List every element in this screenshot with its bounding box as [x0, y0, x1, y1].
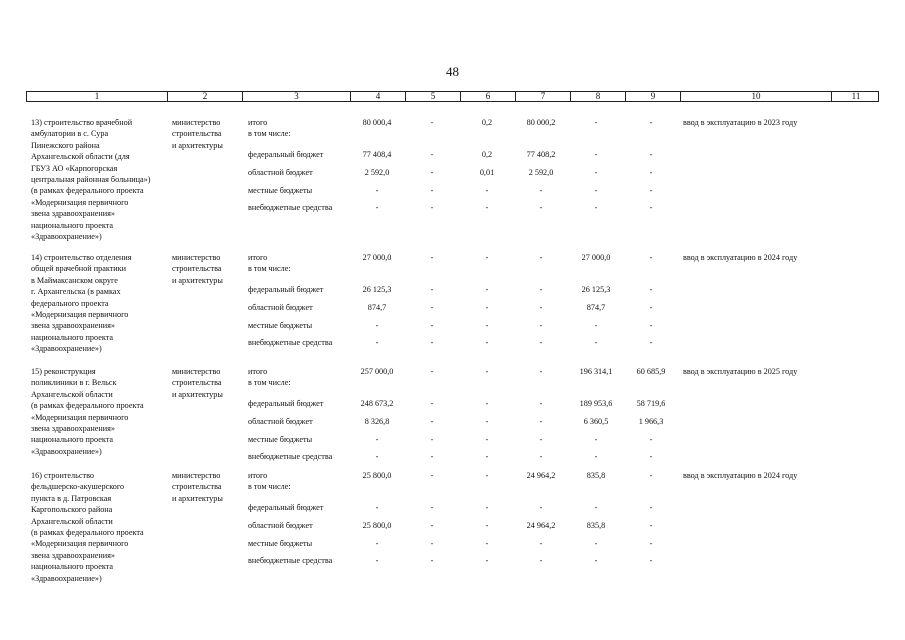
funding-value-cell: -	[594, 556, 598, 565]
funding-value-cell: 2 592,0	[364, 168, 390, 177]
funding-value-cell: -	[430, 321, 434, 330]
funding-value-cell: -	[649, 285, 653, 294]
funding-value-cell: -	[649, 203, 653, 212]
responsible-executor-line: и архитектуры	[172, 275, 223, 285]
object-name-line: фельдшерско-акушерского	[31, 482, 125, 492]
funding-source-label: в том числе:	[248, 378, 291, 387]
funding-source-label: в том числе:	[248, 264, 291, 273]
object-name-line: 15) реконструкция	[31, 367, 96, 376]
funding-value-cell: -	[539, 186, 543, 195]
funding-value-cell: -	[485, 521, 489, 530]
funding-value-cell: -	[485, 417, 489, 426]
funding-value-cell: 26 125,3	[581, 285, 611, 294]
funding-value-cell: -	[594, 452, 598, 461]
funding-value-cell: -	[649, 303, 653, 312]
funding-source-label: в том числе:	[248, 482, 291, 491]
funding-value-cell: -	[485, 539, 489, 548]
funding-value-cell: -	[485, 321, 489, 330]
funding-value-cell: -	[485, 399, 489, 408]
object-name-line: Архангельской области	[31, 389, 113, 399]
funding-source-label: внебюджетные средства	[248, 203, 333, 212]
object-name-line: в Маймаксанском округе	[31, 275, 118, 285]
object-name-line: 14) строительство отделения	[31, 253, 132, 262]
object-name-line: национального проекта	[31, 435, 114, 445]
funding-source-label: областной бюджет	[248, 168, 313, 177]
header-cell-6: 6	[461, 92, 516, 101]
funding-value-cell: -	[594, 321, 598, 330]
funding-value-cell: 80 000,2	[526, 118, 556, 127]
expected-result: ввод в эксплуатацию в 2023 году	[683, 118, 798, 127]
funding-value-cell: -	[375, 556, 379, 565]
object-name-line: национального проекта	[31, 332, 114, 342]
funding-value-cell: -	[485, 285, 489, 294]
funding-value-cell: 874,7	[586, 303, 606, 312]
object-name-line: «Здравоохранение»)	[31, 573, 102, 583]
funding-value-cell: 835,8	[586, 521, 606, 530]
funding-source-label: итого	[248, 118, 268, 127]
expected-result: ввод в эксплуатацию в 2025 году	[683, 367, 798, 376]
funding-value-cell: 60 685,9	[636, 367, 666, 376]
funding-value-cell: -	[485, 303, 489, 312]
funding-value-cell: 257 000,0	[360, 367, 394, 376]
funding-value-cell: 248 673,2	[360, 399, 394, 408]
funding-value-cell: -	[539, 435, 543, 444]
funding-value-cell: 0,01	[479, 168, 495, 177]
funding-value-cell: -	[539, 253, 543, 262]
funding-value-cell: -	[539, 321, 543, 330]
funding-value-cell: 58 719,6	[636, 399, 666, 408]
funding-source-label: областной бюджет	[248, 521, 313, 530]
responsible-executor-line: строительства	[172, 378, 222, 388]
object-name-line: Архангельской области (для	[31, 152, 130, 162]
funding-value-cell: 77 408,4	[362, 150, 392, 159]
funding-value-cell: 77 408,2	[526, 150, 556, 159]
funding-value-cell: -	[539, 367, 543, 376]
funding-value-cell: -	[430, 338, 434, 347]
funding-value-cell: 874,7	[367, 303, 387, 312]
page-number: 48	[446, 64, 459, 79]
object-name-line: звена здравоохранения»	[31, 321, 115, 331]
funding-value-cell: -	[539, 303, 543, 312]
object-name-line: «Модернизация первичного	[31, 539, 129, 549]
object-name-line: федерального проекта	[31, 298, 109, 308]
responsible-executor-line: министерство	[172, 118, 221, 127]
funding-value-cell: -	[649, 556, 653, 565]
funding-value-cell: -	[649, 150, 653, 159]
object-name-line: амбулатории в с. Сура	[31, 129, 109, 139]
funding-value-cell: -	[594, 338, 598, 347]
funding-value-cell: -	[649, 168, 653, 177]
funding-value-cell: -	[430, 503, 434, 512]
funding-value-cell: -	[649, 539, 653, 548]
funding-source-label: внебюджетные средства	[248, 452, 333, 461]
funding-value-cell: 0,2	[481, 150, 493, 159]
funding-value-cell: -	[430, 556, 434, 565]
funding-value-cell: -	[649, 471, 653, 480]
funding-value-cell: -	[430, 367, 434, 376]
funding-source-label: местные бюджеты	[248, 186, 313, 195]
funding-value-cell: -	[485, 435, 489, 444]
funding-value-cell: -	[430, 452, 434, 461]
object-name-line: (в рамках федерального проекта	[31, 401, 144, 411]
object-name-line: «Модернизация первичного	[31, 310, 129, 319]
funding-source-label: внебюджетные средства	[248, 556, 333, 565]
funding-value-cell: -	[375, 338, 379, 347]
object-name-line: «Здравоохранение»)	[31, 446, 102, 456]
funding-value-cell: -	[594, 503, 598, 512]
funding-value-cell: -	[430, 285, 434, 294]
expected-result: ввод в эксплуатацию в 2024 году	[683, 253, 798, 262]
object-name-line: общей врачебной практики	[31, 264, 127, 274]
funding-value-cell: -	[649, 186, 653, 195]
funding-value-cell: -	[649, 452, 653, 461]
funding-value-cell: -	[539, 556, 543, 565]
responsible-executor-line: и архитектуры	[172, 389, 223, 399]
funding-value-cell: -	[485, 338, 489, 347]
funding-value-cell: 0,2	[481, 118, 493, 127]
responsible-executor-line: строительства	[172, 264, 222, 274]
funding-value-cell: 26 125,3	[362, 285, 392, 294]
object-name-line: (в рамках федерального проекта	[31, 528, 144, 537]
funding-value-cell: -	[430, 150, 434, 159]
funding-value-cell: -	[594, 118, 598, 127]
funding-source-label: местные бюджеты	[248, 435, 313, 444]
funding-value-cell: -	[649, 521, 653, 530]
funding-value-cell: 24 964,2	[526, 521, 556, 530]
funding-value-cell: 24 964,2	[526, 471, 556, 480]
object-name-line: центральная районная больница»)	[31, 175, 151, 184]
header-cell-3: 3	[243, 92, 351, 101]
funding-value-cell: -	[375, 321, 379, 330]
funding-value-cell: -	[430, 186, 434, 195]
funding-value-cell: -	[594, 435, 598, 444]
funding-value-cell: -	[485, 203, 489, 212]
funding-source-label: областной бюджет	[248, 303, 313, 312]
header-cell-1: 1	[27, 92, 168, 101]
funding-value-cell: -	[430, 253, 434, 262]
object-name-line: «Здравоохранение»)	[31, 232, 102, 241]
funding-value-cell: 189 953,6	[579, 399, 613, 408]
header-cell-8: 8	[571, 92, 626, 101]
funding-source-label: внебюджетные средства	[248, 338, 333, 347]
table-header-row	[26, 91, 879, 102]
funding-value-cell: -	[430, 399, 434, 408]
funding-source-label: в том числе:	[248, 129, 291, 138]
funding-value-cell: 27 000,0	[581, 253, 611, 262]
funding-value-cell: 27 000,0	[362, 253, 392, 262]
funding-value-cell: -	[539, 417, 543, 426]
funding-value-cell: -	[649, 321, 653, 330]
funding-value-cell: -	[485, 186, 489, 195]
funding-value-cell: -	[485, 452, 489, 461]
object-name-line: Пинежского района	[31, 140, 100, 150]
funding-source-label: федеральный бюджет	[248, 285, 324, 294]
funding-value-cell: -	[594, 539, 598, 548]
object-name-line: Каргопольского района	[31, 505, 113, 515]
funding-value-cell: -	[430, 539, 434, 548]
responsible-executor-line: и архитектуры	[172, 493, 223, 503]
funding-value-cell: 2 592,0	[528, 168, 554, 177]
funding-value-cell: -	[430, 203, 434, 212]
funding-value-cell: -	[375, 539, 379, 548]
funding-value-cell: -	[485, 556, 489, 565]
funding-source-label: федеральный бюджет	[248, 399, 324, 408]
header-cell-2: 2	[168, 92, 243, 101]
funding-source-label: итого	[248, 367, 268, 376]
funding-value-cell: -	[485, 471, 489, 480]
funding-source-label: итого	[248, 253, 268, 262]
funding-value-cell: 1 966,3	[638, 417, 664, 426]
funding-value-cell: -	[539, 452, 543, 461]
responsible-executor-line: министерство	[172, 367, 221, 376]
funding-value-cell: -	[649, 435, 653, 444]
funding-source-label: местные бюджеты	[248, 321, 313, 330]
header-cell-11: 11	[851, 91, 861, 101]
responsible-executor-line: строительства	[172, 129, 222, 139]
funding-value-cell: -	[539, 503, 543, 512]
funding-value-cell: 6 360,5	[583, 417, 609, 426]
funding-value-cell: -	[594, 168, 598, 177]
object-name-line: национального проекта	[31, 220, 114, 230]
funding-value-cell: -	[539, 539, 543, 548]
funding-value-cell: -	[375, 186, 379, 195]
funding-value-cell: -	[594, 203, 598, 212]
funding-value-cell: -	[430, 417, 434, 426]
funding-value-cell: -	[594, 186, 598, 195]
funding-value-cell: -	[430, 303, 434, 312]
funding-value-cell: -	[649, 253, 653, 262]
funding-value-cell: 80 000,4	[362, 118, 392, 127]
object-name-line: национального проекта	[31, 562, 114, 572]
object-name-line: звена здравоохранения»	[31, 209, 115, 219]
funding-value-cell: -	[375, 503, 379, 512]
funding-value-cell: 835,8	[586, 471, 606, 480]
funding-source-label: итого	[248, 471, 268, 480]
funding-value-cell: -	[375, 203, 379, 212]
object-name-line: (в рамках федерального проекта	[31, 186, 144, 196]
object-name-line: «Здравоохранение»)	[31, 344, 102, 354]
funding-value-cell: -	[430, 471, 434, 480]
funding-value-cell: -	[375, 435, 379, 444]
funding-value-cell: -	[430, 521, 434, 530]
funding-value-cell: -	[649, 118, 653, 127]
responsible-executor-line: и архитектуры	[172, 140, 223, 150]
responsible-executor-line: министерство	[172, 471, 221, 480]
funding-source-label: областной бюджет	[248, 417, 313, 426]
funding-value-cell: -	[649, 338, 653, 347]
responsible-executor-line: строительства	[172, 482, 222, 492]
responsible-executor-line: министерство	[172, 253, 221, 262]
funding-source-label: местные бюджеты	[248, 539, 313, 548]
funding-value-cell: -	[485, 253, 489, 262]
object-name-line: звена здравоохранения»	[31, 550, 115, 560]
header-cell-10: 10	[681, 92, 832, 101]
funding-value-cell: -	[375, 452, 379, 461]
object-name-line: 16) строительство	[31, 471, 94, 480]
object-name-line: поликлиники в г. Вельск	[31, 378, 117, 388]
header-cell-5: 5	[406, 92, 461, 101]
object-name-line: звена здравоохранения»	[31, 424, 115, 433]
funding-value-cell: 8 326,8	[364, 417, 390, 426]
funding-value-cell: -	[539, 203, 543, 212]
funding-value-cell: -	[539, 285, 543, 294]
funding-value-cell: 25 800,0	[362, 471, 392, 480]
funding-value-cell: -	[539, 338, 543, 347]
funding-value-cell: 196 314,1	[579, 367, 613, 376]
header-cell-7: 7	[516, 92, 571, 101]
funding-value-cell: -	[485, 367, 489, 376]
object-name-line: 13) строительство врачебной	[31, 118, 133, 127]
funding-value-cell: -	[430, 168, 434, 177]
funding-value-cell: 25 800,0	[362, 521, 392, 530]
funding-source-label: федеральный бюджет	[248, 150, 324, 159]
object-name-line: пункта в д. Патровская	[31, 493, 112, 503]
funding-value-cell: -	[649, 503, 653, 512]
object-name-line: Архангельской области	[31, 516, 113, 526]
header-cell-4: 4	[351, 92, 406, 101]
object-name-line: г. Архангельска (в рамках	[31, 287, 121, 297]
funding-value-cell: -	[485, 503, 489, 512]
object-name-line: ГБУЗ АО «Карпогорская	[31, 163, 118, 173]
funding-value-cell: -	[430, 118, 434, 127]
funding-value-cell: -	[594, 150, 598, 159]
object-name-line: «Модернизация первичного	[31, 412, 129, 422]
funding-source-label: федеральный бюджет	[248, 503, 324, 512]
funding-value-cell: -	[430, 435, 434, 444]
funding-value-cell: -	[539, 399, 543, 408]
object-name-line: «Модернизация первичного	[31, 197, 129, 207]
expected-result: ввод в эксплуатацию в 2024 году	[683, 471, 798, 480]
header-cell-9: 9	[626, 92, 681, 101]
